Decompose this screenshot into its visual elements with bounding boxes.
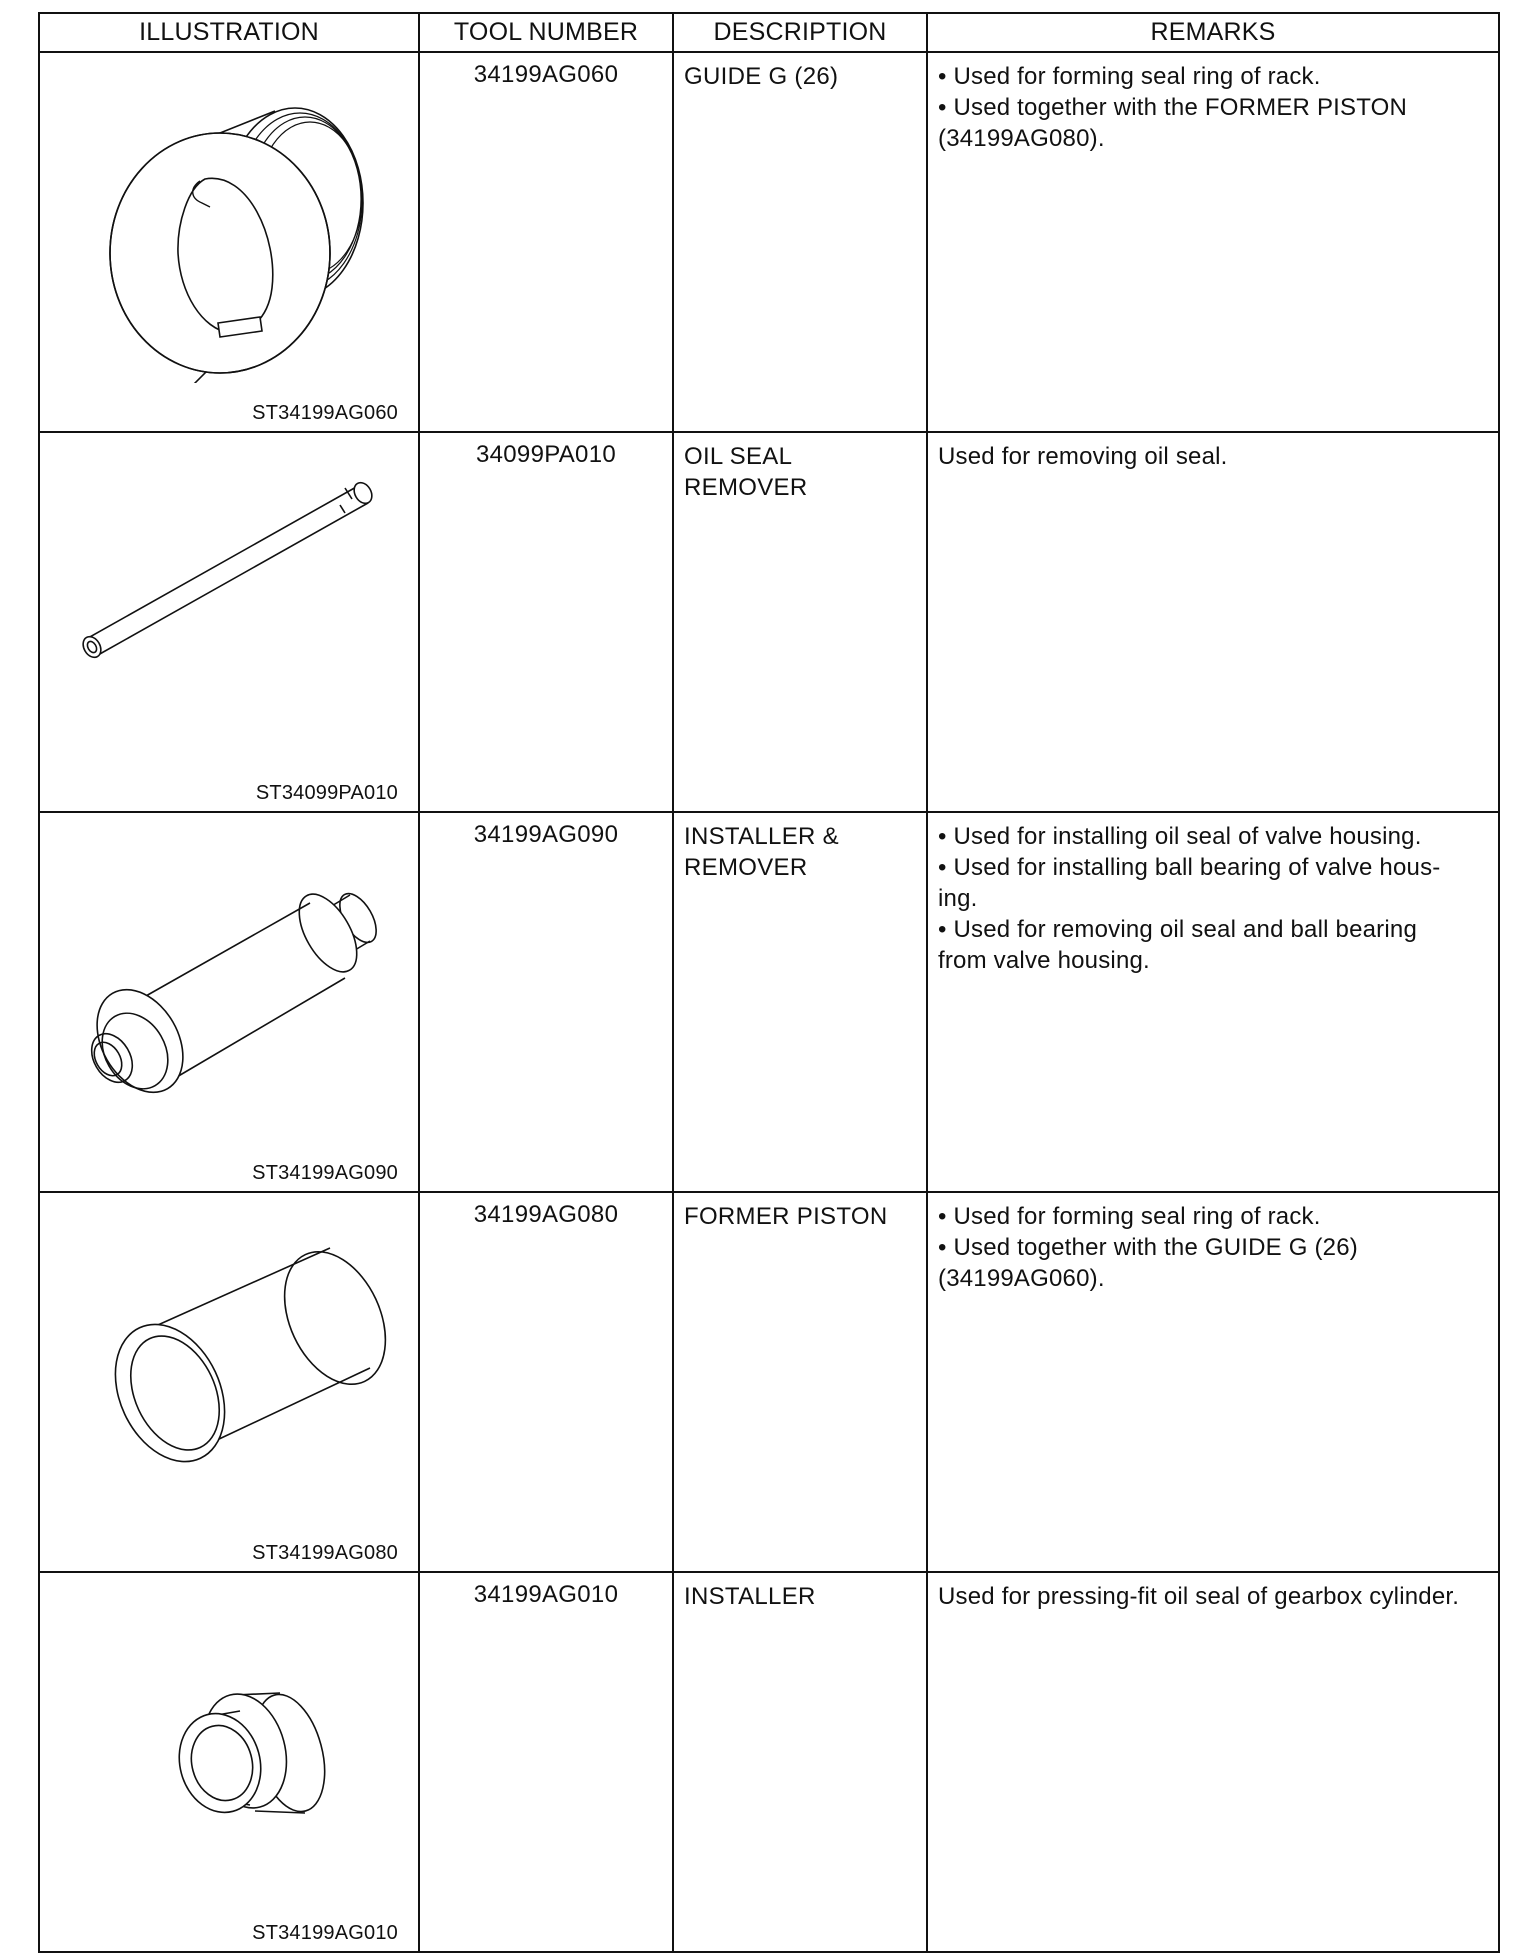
description-cell: [673, 432, 927, 812]
illustration-cell: [39, 812, 419, 1192]
remarks-cell: [927, 1572, 1499, 1952]
description-cell: FORMER PISTON: [673, 1192, 927, 1572]
remark-line: • Used for installing oil seal of valve housing.: [938, 823, 1422, 850]
description-line: REMOVER: [684, 474, 808, 501]
remark-line: • Used for forming seal ring of rack.: [938, 63, 1321, 90]
header-tool-number: TOOL NUMBER: [419, 13, 673, 52]
tool-number-cell: 34199AG060: [419, 52, 673, 432]
header-description: DESCRIPTION: [673, 13, 927, 52]
table-row: [39, 1192, 1499, 1572]
remark-line: • Used for removing oil seal and ball bearing: [938, 916, 1417, 943]
special-tools-table: [38, 12, 1500, 1953]
illustration-code: ST34199AG080: [252, 1542, 398, 1564]
guide-g-icon: [40, 53, 420, 383]
table-row: [39, 812, 1499, 1192]
remark-line: (34199AG080).: [938, 125, 1105, 152]
remark-line: • Used together with the FORMER PISTON: [938, 94, 1408, 121]
installer-remover-icon: [40, 813, 420, 1143]
remark-line: • Used for forming seal ring of rack.: [938, 1203, 1321, 1230]
description-cell: GUIDE G (26): [673, 52, 927, 432]
description-cell: INSTALLER: [673, 1572, 927, 1952]
illustration-cell: [39, 52, 419, 432]
table-header-row: [39, 13, 1499, 52]
tool-number-cell: 34199AG080: [419, 1192, 673, 1572]
remark-line: ing.: [938, 885, 978, 912]
remarks-cell: [927, 812, 1499, 1192]
illustration-cell: [39, 1192, 419, 1572]
description-line: INSTALLER &: [684, 823, 839, 850]
oil-seal-remover-icon: [40, 433, 420, 763]
remark-line: (34199AG060).: [938, 1265, 1105, 1292]
illustration-code: ST34199AG060: [252, 402, 398, 424]
header-illustration: ILLUSTRATION: [39, 13, 419, 52]
remarks-cell: [927, 1192, 1499, 1572]
remark-line: Used for removing oil seal.: [938, 443, 1228, 470]
table-row: [39, 432, 1499, 812]
remarks-cell: [927, 52, 1499, 432]
remark-line: • Used for installing ball bearing of valve hous-: [938, 854, 1441, 881]
installer-icon: [40, 1573, 420, 1903]
illustration-code: ST34199AG010: [252, 1922, 398, 1944]
remarks-cell: [927, 432, 1499, 812]
former-piston-icon: [40, 1193, 420, 1523]
table-row: [39, 1572, 1499, 1952]
remark-line: Used for pressing-fit oil seal of gearbox cylinder.: [938, 1583, 1460, 1610]
tool-number-cell: 34199AG090: [419, 812, 673, 1192]
illustration-code: ST34099PA010: [255, 782, 398, 804]
illustration-cell: [39, 1572, 419, 1952]
illustration-cell: [39, 432, 419, 812]
remark-line: from valve housing.: [938, 947, 1150, 974]
tool-number-cell: 34199AG010: [419, 1572, 673, 1952]
description-line: OIL SEAL: [684, 443, 793, 470]
tool-number-cell: 34099PA010: [419, 432, 673, 812]
header-remarks: REMARKS: [927, 13, 1499, 52]
illustration-code: ST34199AG090: [252, 1162, 398, 1184]
description-cell: [673, 812, 927, 1192]
table-row: [39, 52, 1499, 432]
remark-line: • Used together with the GUIDE G (26): [938, 1234, 1358, 1261]
description-line: REMOVER: [684, 854, 808, 881]
